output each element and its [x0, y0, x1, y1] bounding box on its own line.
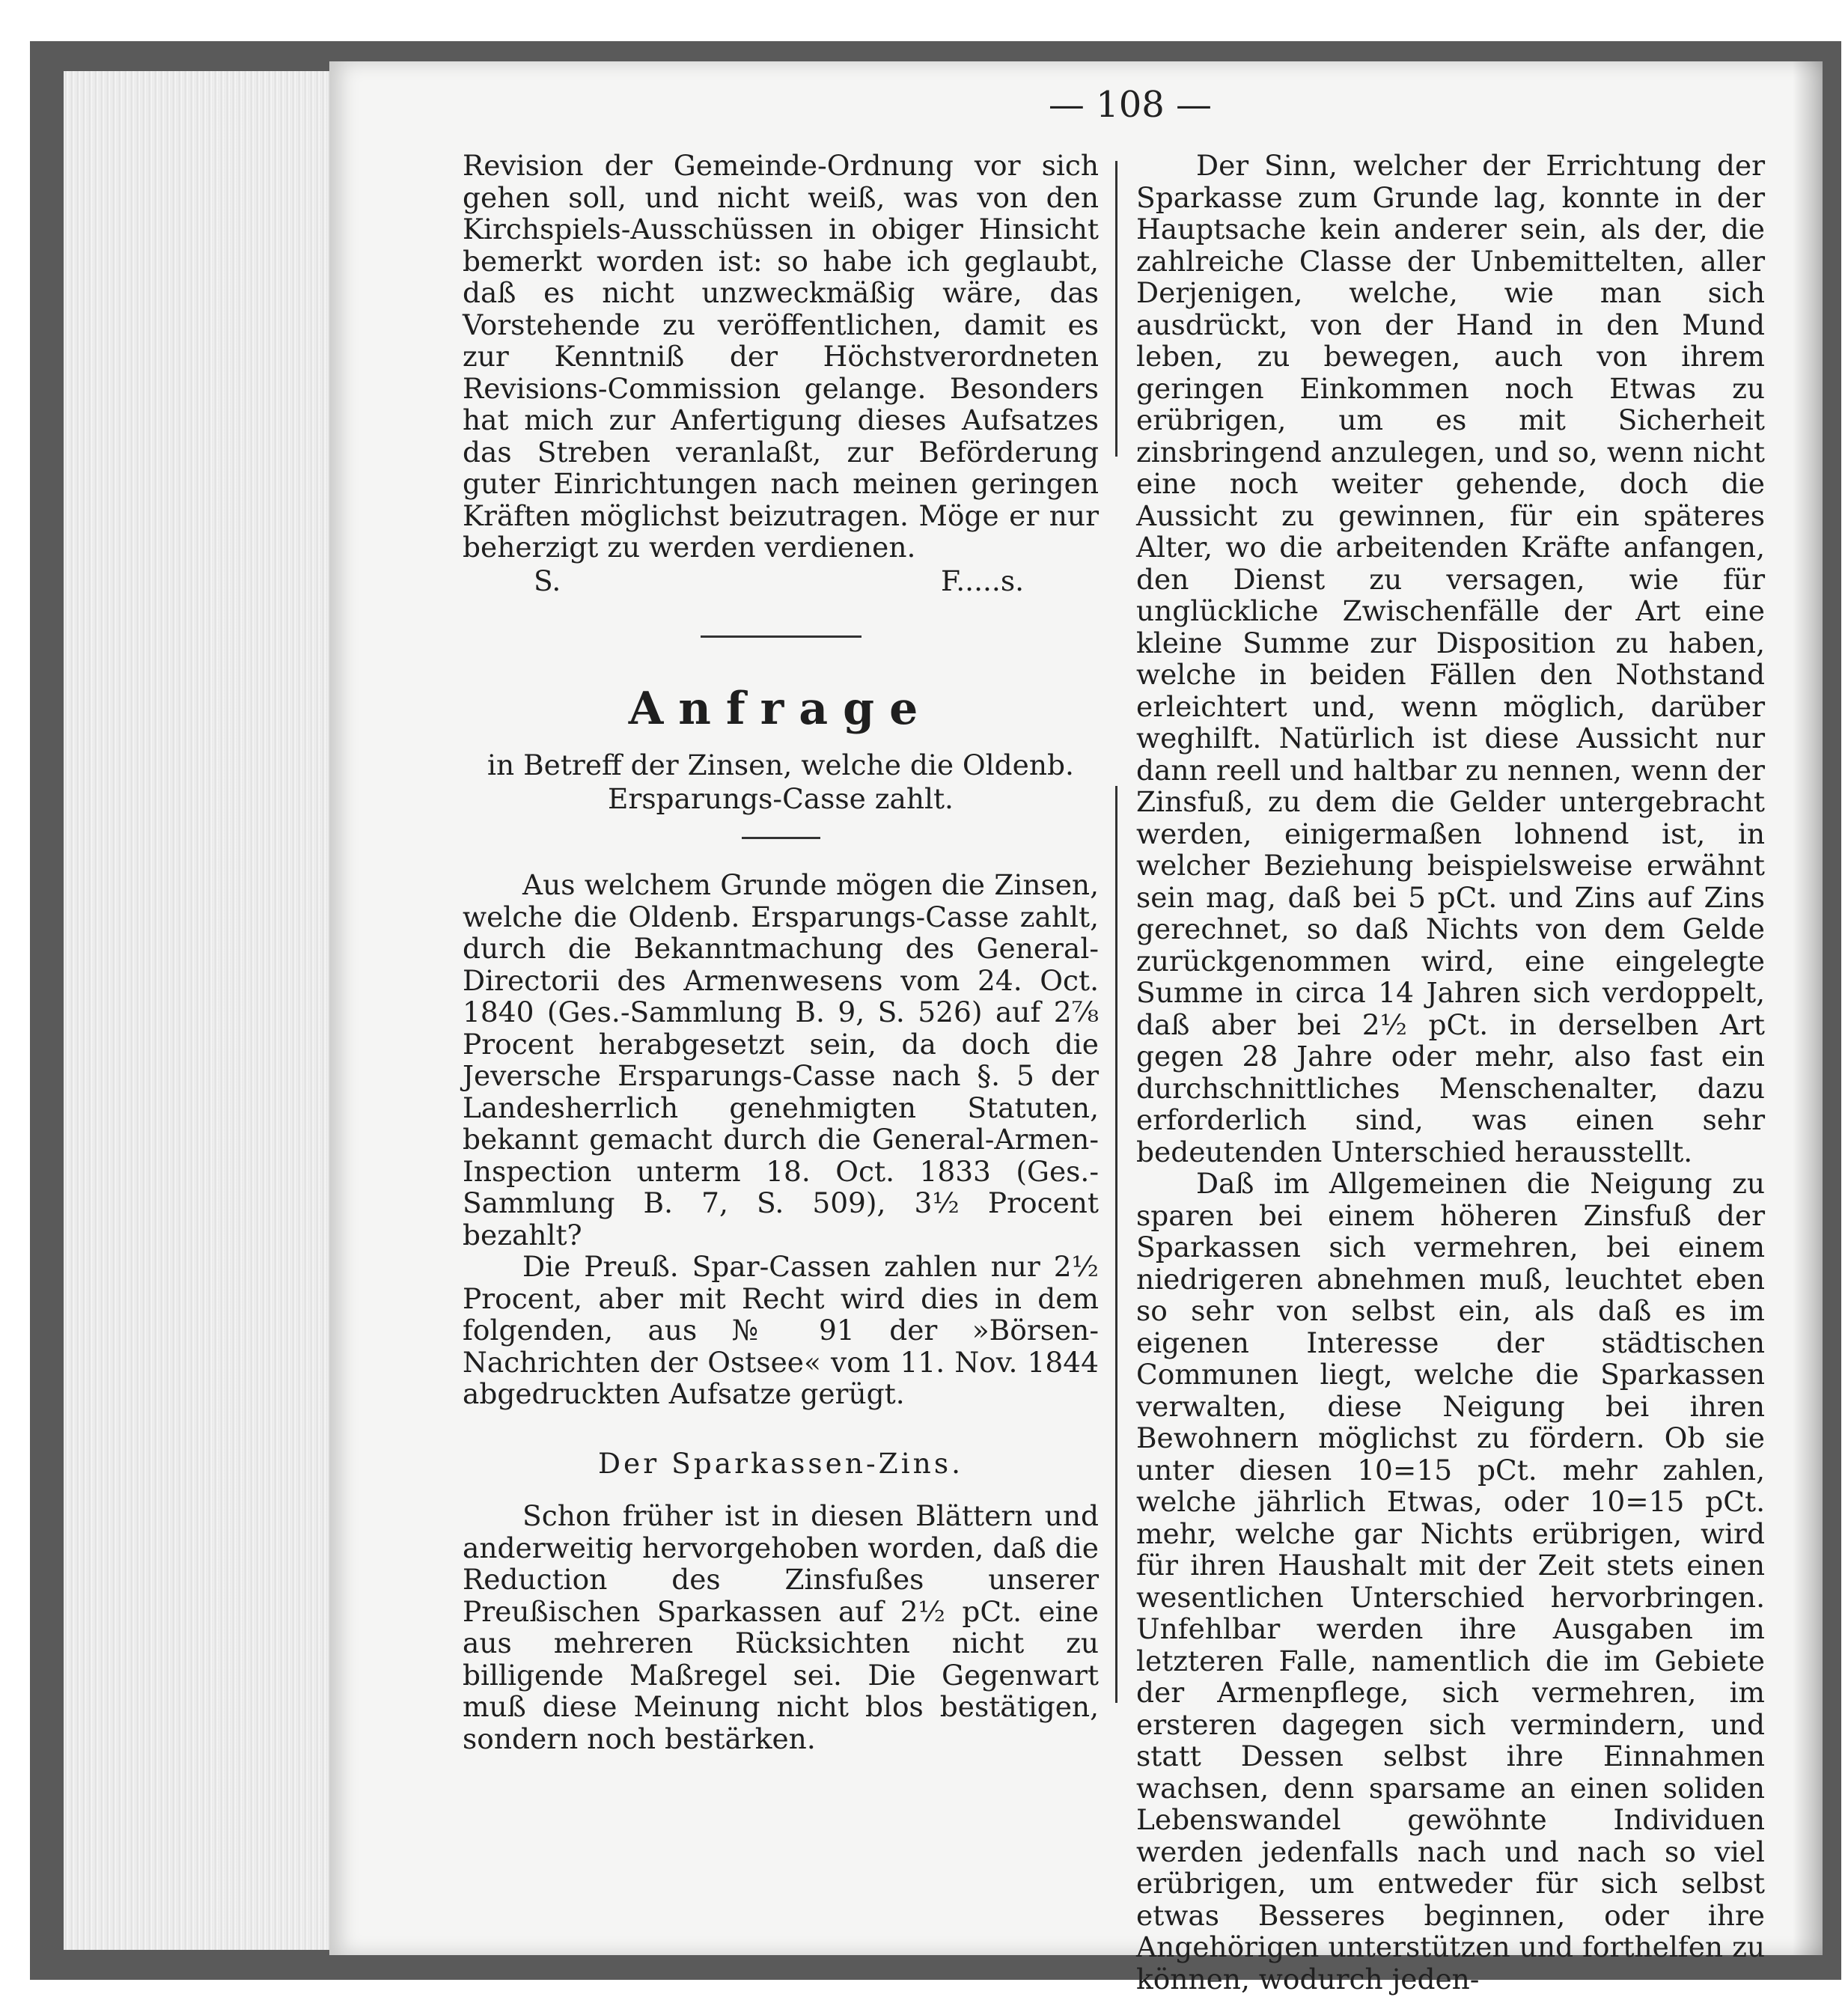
page-edges [64, 71, 333, 1950]
left-paragraph-1: Revision der Gemeinde-Ordnung vor sich gehen soll, und nicht weiß, was von den Kirchspiels-Ausschüssen in obiger Hinsicht bemerkt worden ist: so habe ich geglaubt, daß es nicht unzweckmäßig wäre, das Vorstehende zu veröffentlichen, damit es zur Kenntniß der Höchstverordneten Revisions-Commission gelange. Besonders hat mich zur Anfertigung dieses Aufsatzes das Streben veranlaßt, zur Beförderung guter Einrichtungen nach meinen geringen Kräften möglichst beizutragen. Möge er nur beherzigt zu werden verdienen. [463, 149, 1099, 564]
column-divider-bottom [1115, 786, 1117, 1703]
section-title: Der Sparkassen-Zins. [597, 1446, 964, 1480]
left-paragraph-2: Aus welchem Grunde mögen die Zinsen, welche die Oldenb. Ersparungs-Casse zahlt, durch die Bekanntmachung des General-Directorii des Armenwesens vom 24. Oct. 1840 (Ges.-Sammlung B. 9, S. 526) auf 2⅞ Procent herabgesetzt sein, da doch die Jeversche Ersparungs-Casse nach §. 5 der Landesherrlich genehmigten Statuten, bekannt gemacht durch die General-Armen-Inspection unterm 18. Oct. 1833 (Ges.-Sammlung B. 7, S. 509), 3½ Procent bezahlt? [463, 868, 1099, 1252]
left-column [463, 150, 1099, 1755]
left-paragraph-3: Die Preuß. Spar-Cassen zahlen nur 2½ Procent, aber mit Recht wird dies in dem folgenden, aus № 91 der »Börsen-Nachrichten der Ostsee« vom 11. Nov. 1844 abgedruckten Aufsatze gerügt. [463, 1250, 1099, 1410]
section-rule [701, 635, 862, 638]
right-paragraph-2: Daß im Allgemeinen die Neigung zu sparen bei einem höheren Zinsfuß der Sparkassen sich vermehren, bei einem niedrigeren abnehmen muß, leuchtet eben so sehr von selbst ein, als daß es im eigenen Interesse der städtischen Communen liegt, welche die Sparkassen verwalten, diese Neigung bei ihren Bewohnern möglichst zu fördern. Ob sie unter diesen 10=15 pCt. mehr zahlen, welche jährlich Etwas, oder 10=15 pCt. mehr, welche gar Nichts erübrigen, wird für ihren Haushalt mit der Zeit stets einen wesentlichen Unterschied hervorbringen. Unfehlbar werden ihre Ausgaben im letzteren Falle, namentlich die im Gebiete der Armenpflege, sich vermehren, im ersteren dagegen sich vermindern, und statt Dessen selbst ihre Einnahmen wachsen, denn sparsame an einen soliden Lebenswandel gewöhnte Individuen werden jedenfalls nach und nach so viel erübrigen, um entweder für sich selbst etwas Besseres beginnen, oder ihre Angehörigen unterstützen und forthelfen zu können, wodurch jeden- [1136, 1167, 1765, 1996]
page-gutter-shadow [1793, 61, 1823, 1955]
subtitle-rule [742, 837, 820, 839]
article-subtitle-line-2: Ersparungs-Casse zahlt. [608, 782, 954, 815]
page-number: — 108 — [1048, 84, 1213, 126]
column-divider-top [1115, 161, 1117, 457]
signature-right: F.....s. [941, 564, 1024, 597]
right-column [1136, 150, 1765, 1995]
article-heading: Anfrage [628, 683, 933, 735]
article-subtitle-line-1: in Betreff der Zinsen, welche die Oldenb. [487, 749, 1074, 781]
right-paragraph-1: Der Sinn, welcher der Errichtung der Sparkasse zum Grunde lag, konnte in der Hauptsache kein anderer sein, als der, die zahlreiche Classe der Unbemittelten, aller Derjenigen, welche, wie man sich ausdrückt, von der Hand in den Mund leben, zu bewegen, auch von ihrem geringen Einkommen noch Etwas zu erübrigen, um es mit Sicherheit zinsbringend anzulegen, und so, wenn nicht eine noch weiter gehende, doch die Aussicht zu gewinnen, für ein späteres Alter, wo die arbeitenden Kräfte anfangen, den Dienst zu versagen, wie für unglückliche Zwischenfälle der Art eine kleine Summe zur Disposition zu haben, welche in beiden Fällen den Nothstand erleichtert und, wenn möglich, darüber weghilft. Natürlich ist diese Aussicht nur dann reell und haltbar zu nennen, wenn der Zinsfuß, zu dem die Gelder untergebracht werden, einigermaßen lohnend ist, in welcher Beziehung beispielsweise erwähnt sein mag, daß bei 5 pCt. und Zins auf Zins gerechnet, so daß Nichts von dem Gelde zurückgenommen wird, eine eingelegte Summe in circa 14 Jahren sich verdoppelt, daß aber bei 2½ pCt. in derselben Art gegen 28 Jahre oder mehr, also fast ein durchschnittliches Menschenalter, dazu erforderlich sind, was einen sehr bedeutenden Unterschied herausstellt. [1136, 149, 1765, 1168]
signature-line [463, 565, 1099, 597]
signature-left: S. [534, 564, 561, 597]
left-paragraph-4: Schon früher ist in diesen Blättern und anderweitig hervorgehoben worden, daß die Reduction des Zinsfußes unserer Preußischen Sparkassen auf 2½ pCt. eine aus mehreren Rücksichten nicht zu billigende Maßregel sei. Die Gegenwart muß diese Meinung nicht blos bestätigen, sondern noch bestärken. [463, 1499, 1099, 1755]
